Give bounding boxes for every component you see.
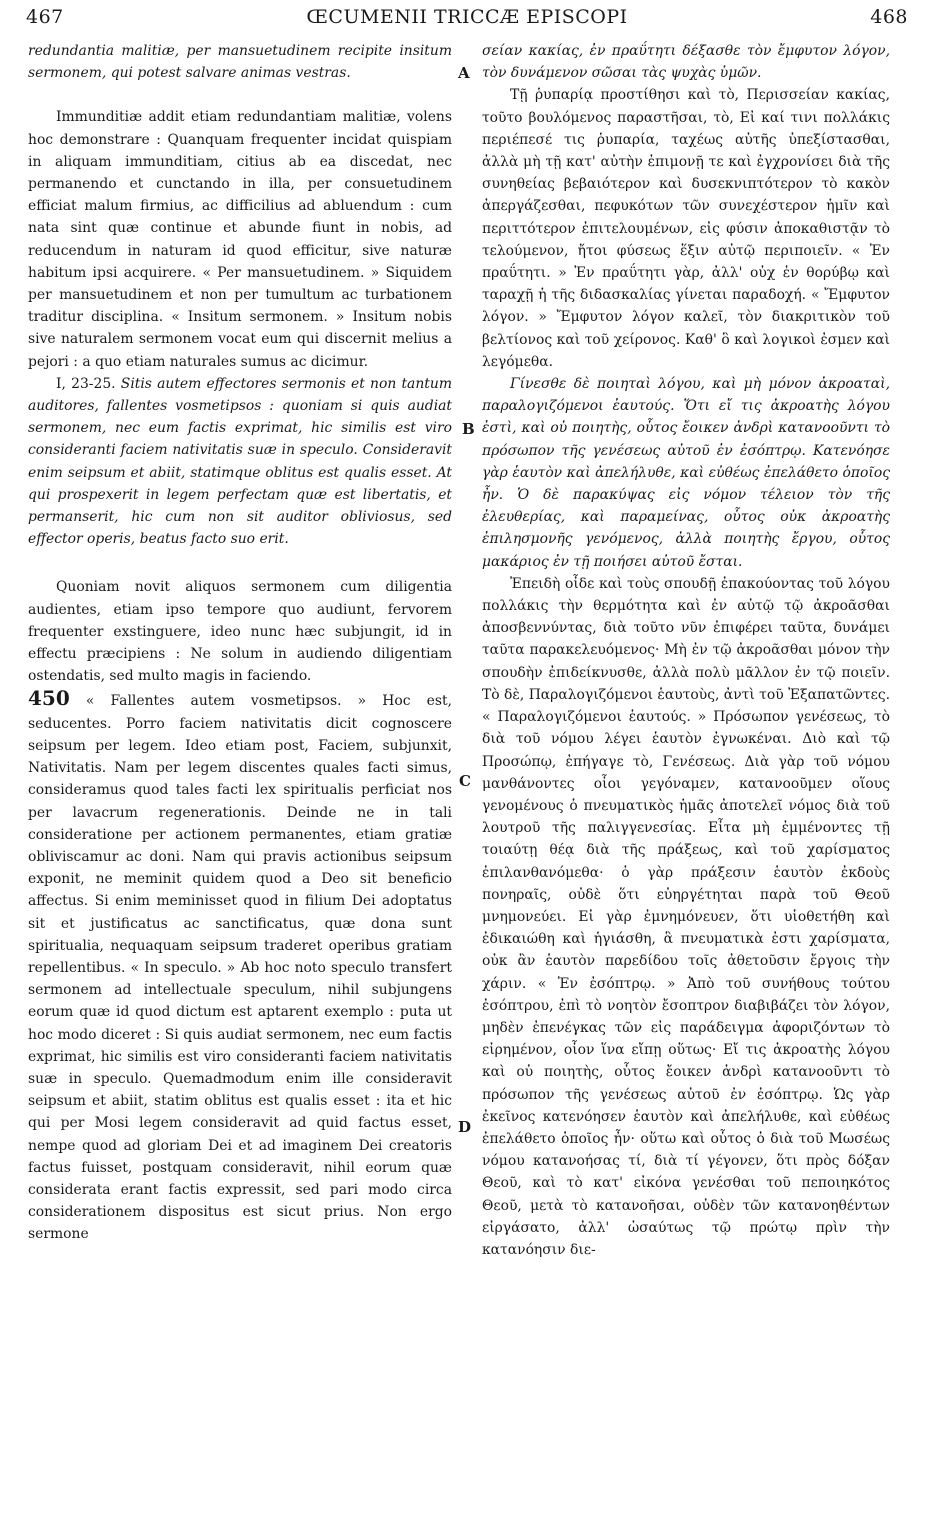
latin-commentary-paragraph: Quoniam novit aliquos sermonem cum diligentia audientes, etiam ipso tempore quo audiunt, fervorem frequenter exstinguere, ideo nunc hæc subjungit, id in effectu præcipiens : Ne solum in audiendo diligentiam ostendatis, sed multo magis in faciendo. — [28, 579, 452, 685]
migne-column-number: 450 — [28, 686, 70, 711]
page-number-left: 467 — [26, 6, 64, 28]
margin-letter-b: B — [462, 420, 475, 438]
greek-scripture-continuation: σείαν κακίας, ἐν πραΰτητι δέξασθε τὸν ἔμφυτον λόγον, τὸν δυνάμενον σῶσαι τὰς ψυχὰς ὑμῶν. — [482, 43, 890, 82]
latin-scripture-passage — [28, 373, 452, 551]
page-number-right: 468 — [870, 6, 908, 28]
greek-scripture-passage: Γίνεσθε δὲ ποιηταὶ λόγου, καὶ μὴ μόνον ἀκροαταὶ, παραλογιζόμενοι ἑαυτούς. Ὅτι εἴ τις ἀκροατὴς λόγου ἐστὶ, καὶ οὐ ποιητὴς, οὗτος ἔοικεν ἀνδρὶ κατανοοῦντι τὸ πρόσωπον τῆς γενέσεως αὐτοῦ ἐν ἐσόπτρῳ. Κατενόησε γὰρ ἑαυτὸν καὶ ἀπελήλυθε, καὶ εὐθέως ἐπελάθετο ὁποῖος ἦν. Ὁ δὲ παρακύψας εἰς νόμον τέλειον τὸν τῆς ἐλευθερίας, καὶ παραμείνας, οὗτος οὐκ ἀκροατὴς ἐπιλησμονῆς γενόμενος, ἀλλὰ ποιητὴς ἔργου, οὗτος μακάριος ἐν τῇ ποιήσει αὐτοῦ ἔσται. — [482, 376, 890, 570]
latin-scripture-continuation: redundantia malitiæ, per mansuetudinem recipite insitum sermonem, qui potest salvare animas vestras. — [28, 43, 452, 82]
running-title: ŒCUMENII TRICCÆ EPISCOPI — [306, 6, 628, 28]
running-header — [26, 6, 908, 28]
margin-letter-c: C — [459, 772, 471, 790]
greek-commentary-paragraph: Ἐπειδὴ οἶδε καὶ τοὺς σπουδῇ ἐπακούοντας τοῦ λόγου πολλάκις τὴν θερμότητα καὶ ἐν αὐτῷ τῷ ἀκροᾶσθαι ἀποσβεννύντας, διὰ τοῦτο νῦν ἐπιφέρει ταῦτα, δυνάμει ταῦτα παρακελευόμενος· Μὴ ἐν τῷ ἀκροᾶσθαι μόνον τὴν σπουδὴν ἐπιδείκνυσθε, ἀλλὰ πολὺ μᾶλλον ἐν τῷ ποιεῖν. Τὸ δὲ, Παραλογιζόμενοι ἑαυτοὺς, ἀντὶ τοῦ Ἐξαπατῶντες. « Παραλογιζόμενοι ἑαυτούς. » Πρόσωπον γενέσεως, τὸ διὰ τοῦ νόμου λέγει ἑαυτὸν ἐγνωκέναι. Διὸ καὶ τῷ Προσώπῳ, ἐπήγαγε τὸ, Γενέσεως. Διὰ γὰρ τοῦ νόμου μανθάνοντες οἷοι γεγόναμεν, κατανοοῦμεν οἵους γενομένους ὁ πνευματικὸς ἡμᾶς ἀποτελεῖ νόμος διὰ τοῦ λουτροῦ τῆς παλιγγενεσίας. Εἶτα μὴ ἐμμένοντες τῇ τοιαύτῃ θέᾳ διὰ τῆς πράξεως, καὶ τοῦ χαρίσματος ἐπιλανθανόμεθα· ὁ γὰρ πράξεσιν ἑαυτὸν ἐκδοὺς πονηραῖς, οὐδὲ ὅτι εὐηργέτηται παρὰ τοῦ Θεοῦ μνημονεύει. Εἰ γὰρ ἐμνημόνευεν, ὅτι υἱοθετήθη καὶ ἐδικαιώθη καὶ ἡγιάσθη, ἃ πνευματικὰ ἐστι χαρίσματα, οὐκ ἂν ἑαυτὸν παρεδίδου τοῖς ἀθετοῦσιν ἔργοις τὴν χάριν. « Ἐν ἐσόπτρῳ. » Ἀπὸ τοῦ συνήθους τούτου ἐσόπτρου, ἐπὶ τὸ νοητὸν ἔσοπτρον διαβιβάζει τὸν λόγον, μηδὲν ἐπενέγκας τῶν εἰς παράδειγμα ἀφοριζόντων τὸ εἰρημένον, οἷον ἵνα εἴπῃ οὕτως· Εἴ τις ἀκροατὴς λόγου καὶ οὐ ποιητὴς, οὗτος ἔοικεν ἀνδρὶ κατανοοῦντι τὸ πρόσωπον τῆς γενέσεως αὐτοῦ ἐν ἐσόπτρῳ. Ὡς γὰρ ἐκεῖνος κατενόησεν ἑαυτὸν καὶ ἀπελήλυθε, καὶ εὐθέως ἐπελάθετο ὁποῖος ἦν· οὕτω καὶ οὗτος ὁ διὰ τοῦ Μωσέως νόμου κατανοήσας τί, διὰ τί γέγονεν, ὅτι πρὸς δόξαν Θεοῦ, καὶ τὸ κατ' εἰκόνα γενέσθαι τοῦ πεποιηκότος Θεοῦ, μετὰ τὸ κατανοῆσαι, οὐδὲν τῶν κατανοηθέντων εἰργάσατο, ἀλλ' ὡσαύτως τῷ πρώτῳ πρὶν τὴν κατανόησιν διε- — [482, 575, 891, 1258]
latin-scripture-text: Sitis autem effectores sermonis et non tantum auditores, fallentes vosmetipsos : quoniam si quis audiat sermonem, nec eum factis exprimat, hic similis est viro consideranti faciem nativitatis suæ in speculo. Consideravit enim seipsum et abiit, statimque oblitus est qualis esset. At qui prospexerit in legem perfectam quæ est libertatis, et permanserit, hic cum non sit auditor obliviosus, sed effector operis, beatus facto suo erit. — [28, 375, 452, 548]
latin-commentary-paragraph: Immunditiæ addit etiam redundantiam malitiæ, volens hoc demonstrare : Quanquam frequenter incidat quispiam in aliquam immunditiam, citius ab ea discedat, nec permanendo et cunctando in illa, per consuetudinem efficiat malum firmius, ac difficilius ad abluendum : cum nata sint quæ continue et abunde fiunt in nobis, ad reducendum in naturam id quod efficitur, sive naturæ habitum ipsi acquirere. « Per mansuetudinem. » Siquidem per mansuetudinem et non per tumultum ac turbationem traditur disciplina. « Insitum sermonem. » Insitum nobis sive naturalem sermonem vocat eum qui discernit melius a pejori : a quo etiam naturales sumus ac dicimur. — [28, 109, 452, 370]
greek-column — [482, 40, 890, 1261]
margin-letter-d: D — [458, 1118, 472, 1136]
verse-reference: I, 23-25. — [56, 375, 116, 392]
greek-commentary-paragraph: Τῇ ῥυπαρίᾳ προστίθησι καὶ τὸ, Περισσείαν κακίας, τοῦτο βουλόμενος παραστῆσαι, τὸ, Εἰ καί τινι πολλάκις περιέπεσέ τις ῥυπαρία, ταχέως αὐτῆς ὑπεξίστασθαι, ἀλλὰ μὴ τῇ κατ' αὐτὴν ἐπιμονῇ τε καὶ ἐγχρονίσει διὰ τῆς συνηθείας βεβαιότερον καὶ δυσεκνιπτότερον τὸ κακὸν ἀπεργάζεσθαι, πεφυκότων τῶν συνεχέστερον ἡμῖν καὶ περιττότερον ἐπιτελουμένων, εἰς φύσιν ἀποκαθιστᾷν τὸ τελούμενον, ἤτοι φύσεως ἕξιν αὐτῷ περιποιεῖν. « Ἐν πραΰτητι. » Ἐν πραΰτητι γὰρ, ἀλλ' οὐχ ἐν θορύβῳ καὶ ταραχῇ ἡ τῆς διδασκαλίας γίνεται παραδοχή. « Ἔμφυτον λόγον. » Ἔμφυτον λόγον καλεῖ, τὸν διακριτικὸν τοῦ βελτίονος καὶ τοῦ χείρονος. Καθ' ὃ καὶ λογικοὶ ἐσμεν καὶ λεγόμεθα. — [482, 87, 890, 370]
latin-column — [28, 40, 452, 1246]
margin-letter-a: A — [458, 64, 470, 82]
latin-commentary-paragraph — [28, 687, 452, 1245]
latin-commentary-text: « Fallentes autem vosmetipsos. » Hoc est, seducentes. Porro faciem nativitatis dicit cognoscere seipsum per legem. Ideo etiam post, Faciem, subjunxit, Nativitatis. Nam per legem discentes quales facti simus, consideramus quod tales facti lex spiritualis perficiat nos per lavacrum regenerationis. Deinde ne in tali consideratione per actionem permanentes, etiam gratiæ obliviscamur ac doni. Nam qui pravis actionibus seipsum exponit, ne meminit quidem quod a Deo sit beneficio affectus. Si enim meminisset quod in filium Dei adoptatus sit et justificatus ac sanctificatus, quæ dona sunt spiritualia, nequaquam seipsum traderet operibus gratiam repellentibus. « In speculo. » Ab hoc noto speculo transfert sermonem ad intellectuale speculum, nihil subjungens eorum quæ id quod dictum est aptarent exemplo : puta ut hoc modo diceret : Si quis audiat sermonem, nec eum factis exprimat, hic similis est viro consideranti faciem nativitatis suæ in speculo. Quemadmodum enim ille consideravit seipsum et abiit, statim oblitus est qualis esset : ita et hic qui per Mosi legem consideravit ad quid factus esset, nempe quod ad gloriam Dei et ad imaginem Dei creatoris factus fuisset, postquam consideravit, nihil eorum quæ considerata erant factis expressit, sed pari modo circa considerationem dispositus est sicut prius. Non ergo sermone — [28, 693, 453, 1243]
